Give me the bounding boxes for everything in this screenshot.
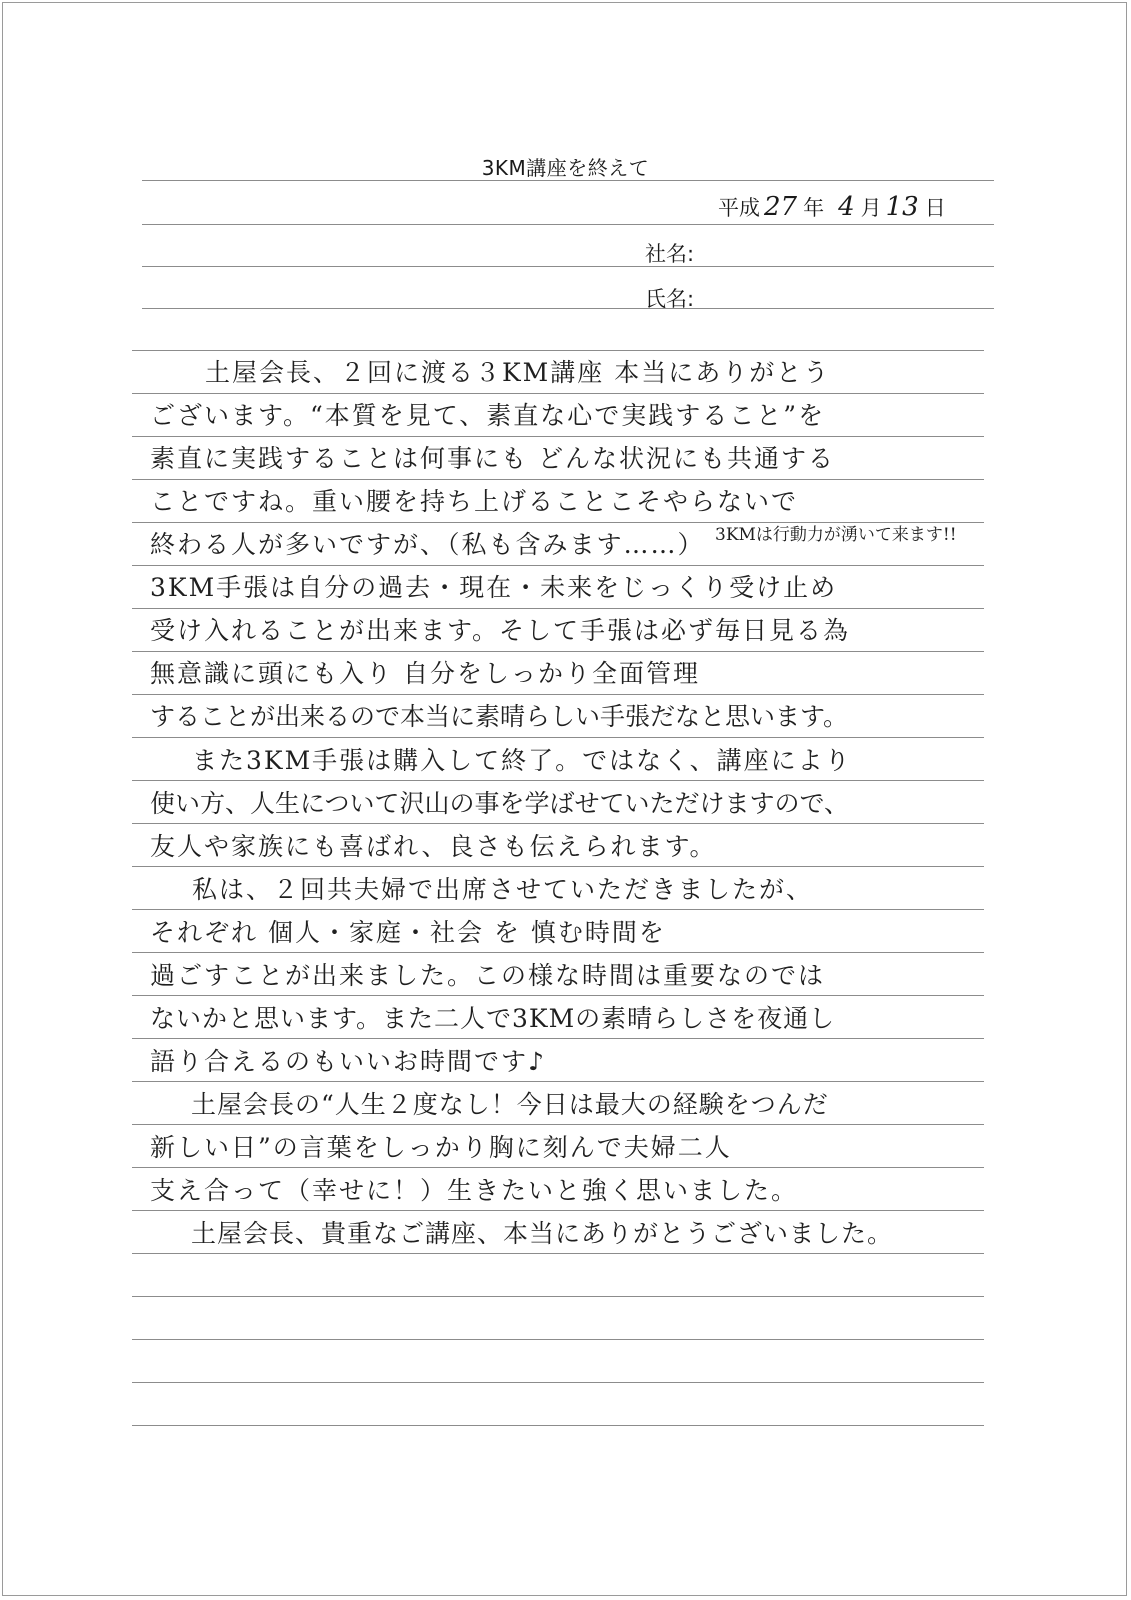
header-rule: [142, 266, 994, 267]
letter-line: 支え合って（幸せに！）生きたいと強く思いました。: [150, 1176, 799, 1205]
day-label: 日: [924, 196, 946, 220]
ruled-line: [132, 436, 984, 437]
header-rule: [142, 308, 994, 309]
letter-line: 無意識に頭にも入り 自分をしっかり全面管理: [150, 659, 700, 688]
date-field: [718, 192, 946, 222]
ruled-line: [132, 350, 984, 351]
letter-line: 受け入れることが出来ます。そして手張は必ず毎日見る為: [150, 616, 851, 645]
letter-line: 友人や家族にも喜ばれ、良さも伝えられます。: [150, 832, 717, 861]
letter-line: 私は、２回共夫婦で出席させていただきましたが、: [165, 875, 814, 904]
ruled-line: [132, 866, 984, 867]
letter-line: 土屋会長、２回に渡る３KM講座 本当にありがとう: [178, 358, 831, 387]
ruled-line: [132, 1081, 984, 1082]
company-label: 社名:: [645, 242, 695, 266]
margin-note: 3KMは行動力が湧いて来ます!!: [715, 525, 957, 545]
letter-line: ことですね。重い腰を持ち上げることこそやらないで: [150, 487, 799, 516]
letter-line: また3KM手張は購入して終了。ではなく、講座により: [165, 746, 852, 775]
year-label: 年: [803, 196, 825, 220]
ruled-line: [132, 952, 984, 953]
ruled-line: [132, 780, 984, 781]
ruled-line: [132, 1425, 984, 1426]
letter-line: 新しい日”の言葉をしっかり胸に刻んで夫婦二人: [150, 1133, 732, 1162]
letter-line: 過ごすことが出来ました。この様な時間は重要なのでは: [150, 961, 826, 990]
ruled-line: [132, 651, 984, 652]
date-day: 13: [885, 192, 919, 222]
ruled-line: [132, 1296, 984, 1297]
ruled-line: [132, 909, 984, 910]
date-year: 27: [764, 192, 798, 222]
ruled-line: [132, 608, 984, 609]
month-label: 月: [860, 196, 882, 220]
header-rule: [142, 180, 994, 181]
ruled-line: [132, 694, 984, 695]
letter-line: することが出来るので本当に素晴らしい手張だなと思います。: [150, 702, 849, 731]
ruled-line: [132, 823, 984, 824]
ruled-line: [132, 1210, 984, 1211]
letter-line: 土屋会長、貴重なご講座、本当にありがとうございました。: [165, 1219, 894, 1248]
letter-line: 素直に実践することは何事にも どんな状況にも共通する: [150, 444, 835, 473]
letter-line: 3KM手張は自分の過去・現在・未来をじっくり受け止め: [150, 573, 838, 602]
letter-line: 終わる人が多いですが、（私も含みます……）: [150, 530, 705, 559]
ruled-line: [132, 737, 984, 738]
name-label: 氏名:: [645, 287, 695, 311]
date-month: 4: [838, 192, 855, 222]
ruled-line: [132, 995, 984, 996]
letter-line: それぞれ 個人・家庭・社会 を 慎む時間を: [150, 918, 666, 947]
ruled-line: [132, 479, 984, 480]
ruled-line: [132, 1339, 984, 1340]
ruled-line: [132, 393, 984, 394]
ruled-line: [132, 1124, 984, 1125]
ruled-line: [132, 565, 984, 566]
letter-line: ございます。“本質を見て、素直な心で実践すること”を: [150, 401, 826, 430]
era-label: 平成: [718, 196, 760, 220]
letter-line: 土屋会長の“人生２度なし！今日は最大の経験をつんだ: [165, 1090, 829, 1119]
header-rule: [142, 224, 994, 225]
letter-line: 語り合えるのもいいお時間です♪: [150, 1047, 546, 1076]
letter-line: 使い方、人生について沢山の事を学ばせていただけますので、: [150, 789, 850, 818]
ruled-line: [132, 1382, 984, 1383]
ruled-line: [132, 1253, 984, 1254]
letter-line: ないかと思います。また二人で3KMの素晴らしさを夜通し: [150, 1004, 836, 1033]
ruled-line: [132, 1167, 984, 1168]
document-title: 3KM講座を終えて: [481, 156, 650, 180]
ruled-line: [132, 1038, 984, 1039]
